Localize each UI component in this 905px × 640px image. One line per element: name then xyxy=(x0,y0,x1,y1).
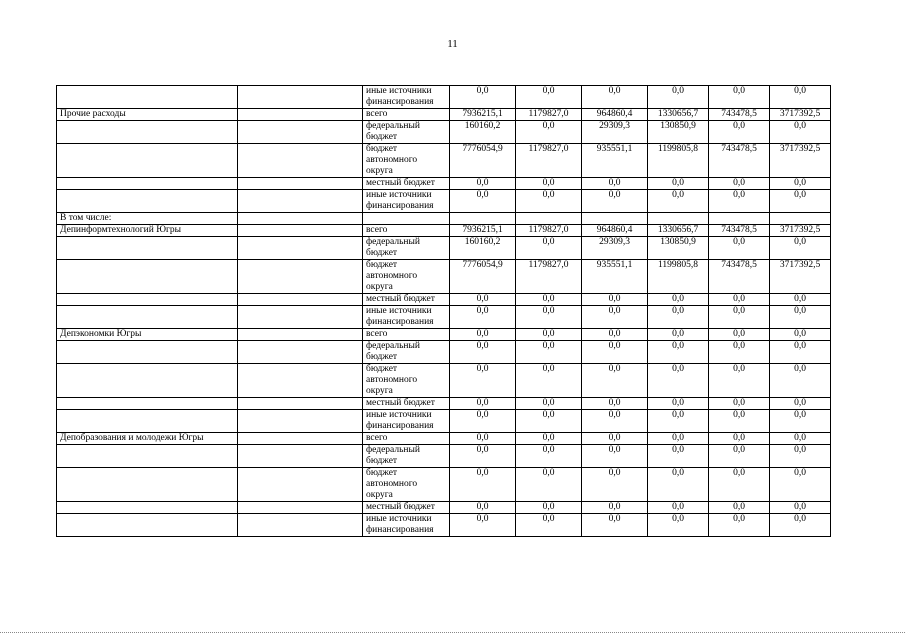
program-cell xyxy=(238,213,363,225)
value-cell: 0,0 xyxy=(648,364,709,398)
table-row xyxy=(57,445,831,468)
org-cell xyxy=(57,410,238,433)
org-cell xyxy=(57,144,238,178)
value-cell: 0,0 xyxy=(582,178,648,190)
value-cell: 0,0 xyxy=(648,190,709,213)
table-row xyxy=(57,306,831,329)
program-cell xyxy=(238,341,363,364)
value-cell: 0,0 xyxy=(450,398,516,410)
value-cell: 0,0 xyxy=(516,364,582,398)
table-row xyxy=(57,121,831,144)
org-cell: В том числе: xyxy=(57,213,238,225)
table-row xyxy=(57,433,831,445)
value-cell: 0,0 xyxy=(516,502,582,514)
funding-source-cell: федеральный бюджет xyxy=(363,121,450,144)
value-cell: 0,0 xyxy=(709,445,770,468)
funding-source-cell: бюджет автономного округа xyxy=(363,260,450,294)
value-cell: 0,0 xyxy=(770,329,831,341)
value-cell: 0,0 xyxy=(450,410,516,433)
program-cell xyxy=(238,433,363,445)
org-cell xyxy=(57,260,238,294)
funding-source-cell: федеральный бюджет xyxy=(363,341,450,364)
table-row xyxy=(57,329,831,341)
budget-table xyxy=(56,85,831,537)
value-cell: 0,0 xyxy=(770,294,831,306)
table-row xyxy=(57,514,831,537)
value-cell: 3717392,5 xyxy=(770,109,831,121)
org-cell xyxy=(57,86,238,109)
funding-source-cell: федеральный бюджет xyxy=(363,237,450,260)
funding-source-cell: всего xyxy=(363,433,450,445)
value-cell: 0,0 xyxy=(770,364,831,398)
table-row xyxy=(57,410,831,433)
value-cell: 7776054,9 xyxy=(450,144,516,178)
program-cell xyxy=(238,121,363,144)
value-cell: 935551,1 xyxy=(582,144,648,178)
value-cell: 0,0 xyxy=(516,410,582,433)
value-cell: 0,0 xyxy=(709,410,770,433)
value-cell: 0,0 xyxy=(709,294,770,306)
value-cell: 0,0 xyxy=(516,468,582,502)
value-cell: 1330656,7 xyxy=(648,109,709,121)
value-cell: 160160,2 xyxy=(450,237,516,260)
value-cell: 0,0 xyxy=(450,178,516,190)
value-cell: 1330656,7 xyxy=(648,225,709,237)
program-cell xyxy=(238,514,363,537)
program-cell xyxy=(238,225,363,237)
funding-source-cell: бюджет автономного округа xyxy=(363,468,450,502)
value-cell: 0,0 xyxy=(709,502,770,514)
table-row xyxy=(57,213,831,225)
org-cell xyxy=(57,364,238,398)
program-cell xyxy=(238,294,363,306)
program-cell xyxy=(238,445,363,468)
org-cell xyxy=(57,514,238,537)
org-cell xyxy=(57,237,238,260)
value-cell: 0,0 xyxy=(648,468,709,502)
value-cell: 0,0 xyxy=(770,445,831,468)
value-cell: 160160,2 xyxy=(450,121,516,144)
value-cell: 0,0 xyxy=(582,514,648,537)
org-cell xyxy=(57,306,238,329)
table-row xyxy=(57,398,831,410)
value-cell: 0,0 xyxy=(648,306,709,329)
program-cell xyxy=(238,260,363,294)
funding-source-cell: всего xyxy=(363,109,450,121)
org-cell xyxy=(57,294,238,306)
value-cell: 0,0 xyxy=(516,190,582,213)
value-cell: 0,0 xyxy=(648,410,709,433)
funding-source-cell: иные источники финансирования xyxy=(363,410,450,433)
value-cell: 0,0 xyxy=(770,341,831,364)
value-cell: 0,0 xyxy=(770,86,831,109)
value-cell: 0,0 xyxy=(450,294,516,306)
value-cell: 1179827,0 xyxy=(516,225,582,237)
value-cell: 0,0 xyxy=(648,178,709,190)
funding-source-cell: иные источники финансирования xyxy=(363,306,450,329)
org-cell xyxy=(57,445,238,468)
org-cell xyxy=(57,502,238,514)
table-row xyxy=(57,178,831,190)
value-cell: 0,0 xyxy=(516,86,582,109)
funding-source-cell: бюджет автономного округа xyxy=(363,364,450,398)
value-cell: 0,0 xyxy=(450,190,516,213)
program-cell xyxy=(238,398,363,410)
value-cell: 0,0 xyxy=(516,514,582,537)
value-cell: 743478,5 xyxy=(709,109,770,121)
value-cell: 935551,1 xyxy=(582,260,648,294)
value-cell: 0,0 xyxy=(450,86,516,109)
value-cell: 0,0 xyxy=(648,294,709,306)
program-cell xyxy=(238,109,363,121)
program-cell xyxy=(238,410,363,433)
value-cell: 0,0 xyxy=(516,398,582,410)
org-cell xyxy=(57,341,238,364)
value-cell: 1179827,0 xyxy=(516,260,582,294)
budget-table-body xyxy=(57,86,831,537)
value-cell: 0,0 xyxy=(770,514,831,537)
funding-source-cell: федеральный бюджет xyxy=(363,445,450,468)
org-cell: Депинформтехнологий Югры xyxy=(57,225,238,237)
value-cell: 0,0 xyxy=(516,341,582,364)
value-cell: 0,0 xyxy=(709,364,770,398)
value-cell: 0,0 xyxy=(709,306,770,329)
org-cell xyxy=(57,398,238,410)
funding-source-cell: местный бюджет xyxy=(363,398,450,410)
value-cell: 1199805,8 xyxy=(648,260,709,294)
table-row xyxy=(57,86,831,109)
value-cell: 7936215,1 xyxy=(450,109,516,121)
value-cell: 0,0 xyxy=(709,190,770,213)
value-cell: 0,0 xyxy=(582,190,648,213)
value-cell: 0,0 xyxy=(582,502,648,514)
value-cell: 0,0 xyxy=(450,445,516,468)
program-cell xyxy=(238,86,363,109)
value-cell: 0,0 xyxy=(516,445,582,468)
value-cell: 0,0 xyxy=(450,364,516,398)
value-cell: 0,0 xyxy=(516,329,582,341)
value-cell: 0,0 xyxy=(582,329,648,341)
value-cell: 0,0 xyxy=(582,86,648,109)
page-number: 11 xyxy=(447,38,458,50)
org-cell xyxy=(57,468,238,502)
value-cell xyxy=(709,213,770,225)
value-cell: 0,0 xyxy=(450,502,516,514)
value-cell: 0,0 xyxy=(770,237,831,260)
value-cell: 0,0 xyxy=(770,502,831,514)
value-cell: 0,0 xyxy=(770,468,831,502)
program-cell xyxy=(238,144,363,178)
value-cell: 0,0 xyxy=(709,178,770,190)
program-cell xyxy=(238,190,363,213)
value-cell: 743478,5 xyxy=(709,260,770,294)
program-cell xyxy=(238,468,363,502)
value-cell: 0,0 xyxy=(648,329,709,341)
table-row xyxy=(57,260,831,294)
table-row xyxy=(57,468,831,502)
value-cell: 0,0 xyxy=(450,306,516,329)
value-cell: 3717392,5 xyxy=(770,225,831,237)
value-cell: 29309,3 xyxy=(582,237,648,260)
value-cell xyxy=(582,213,648,225)
value-cell: 0,0 xyxy=(582,341,648,364)
value-cell: 130850,9 xyxy=(648,121,709,144)
funding-source-cell: иные источники финансирования xyxy=(363,86,450,109)
value-cell: 0,0 xyxy=(582,433,648,445)
value-cell: 0,0 xyxy=(516,306,582,329)
value-cell: 0,0 xyxy=(648,502,709,514)
value-cell: 0,0 xyxy=(770,398,831,410)
funding-source-cell xyxy=(363,213,450,225)
table-row xyxy=(57,109,831,121)
value-cell: 7776054,9 xyxy=(450,260,516,294)
scan-edge-line xyxy=(0,632,905,633)
org-cell: Прочие расходы xyxy=(57,109,238,121)
table-row xyxy=(57,225,831,237)
value-cell: 0,0 xyxy=(648,433,709,445)
value-cell: 3717392,5 xyxy=(770,260,831,294)
value-cell: 743478,5 xyxy=(709,144,770,178)
funding-source-cell: всего xyxy=(363,225,450,237)
value-cell: 0,0 xyxy=(709,514,770,537)
value-cell: 1199805,8 xyxy=(648,144,709,178)
value-cell: 964860,4 xyxy=(582,225,648,237)
value-cell xyxy=(648,213,709,225)
value-cell: 743478,5 xyxy=(709,225,770,237)
funding-source-cell: всего xyxy=(363,329,450,341)
value-cell: 0,0 xyxy=(450,433,516,445)
value-cell: 0,0 xyxy=(582,398,648,410)
program-cell xyxy=(238,502,363,514)
program-cell xyxy=(238,364,363,398)
funding-source-cell: иные источники финансирования xyxy=(363,190,450,213)
value-cell: 130850,9 xyxy=(648,237,709,260)
value-cell: 0,0 xyxy=(450,329,516,341)
value-cell: 0,0 xyxy=(709,329,770,341)
value-cell: 0,0 xyxy=(516,121,582,144)
table-row xyxy=(57,502,831,514)
funding-source-cell: бюджет автономного округа xyxy=(363,144,450,178)
value-cell: 0,0 xyxy=(770,121,831,144)
table-row xyxy=(57,144,831,178)
funding-source-cell: иные источники финансирования xyxy=(363,514,450,537)
program-cell xyxy=(238,237,363,260)
value-cell: 0,0 xyxy=(648,341,709,364)
value-cell: 0,0 xyxy=(648,445,709,468)
value-cell: 0,0 xyxy=(516,433,582,445)
value-cell: 0,0 xyxy=(516,178,582,190)
table-row xyxy=(57,237,831,260)
value-cell: 0,0 xyxy=(709,468,770,502)
value-cell: 0,0 xyxy=(582,306,648,329)
value-cell: 0,0 xyxy=(450,468,516,502)
table-row xyxy=(57,364,831,398)
value-cell: 0,0 xyxy=(450,341,516,364)
value-cell: 1179827,0 xyxy=(516,109,582,121)
org-cell: Депэкономки Югры xyxy=(57,329,238,341)
table-row xyxy=(57,190,831,213)
value-cell: 0,0 xyxy=(450,514,516,537)
value-cell: 3717392,5 xyxy=(770,144,831,178)
value-cell: 0,0 xyxy=(709,341,770,364)
value-cell: 0,0 xyxy=(770,306,831,329)
value-cell: 0,0 xyxy=(770,190,831,213)
value-cell: 0,0 xyxy=(582,364,648,398)
value-cell: 964860,4 xyxy=(582,109,648,121)
value-cell: 0,0 xyxy=(582,410,648,433)
value-cell: 0,0 xyxy=(516,237,582,260)
org-cell xyxy=(57,121,238,144)
table-row xyxy=(57,341,831,364)
org-cell: Депобразования и молодежи Югры xyxy=(57,433,238,445)
value-cell: 0,0 xyxy=(648,398,709,410)
value-cell: 1179827,0 xyxy=(516,144,582,178)
value-cell: 0,0 xyxy=(709,398,770,410)
org-cell xyxy=(57,190,238,213)
funding-source-cell: местный бюджет xyxy=(363,294,450,306)
funding-source-cell: местный бюджет xyxy=(363,502,450,514)
program-cell xyxy=(238,329,363,341)
value-cell: 0,0 xyxy=(582,468,648,502)
value-cell: 0,0 xyxy=(648,86,709,109)
program-cell xyxy=(238,306,363,329)
value-cell: 0,0 xyxy=(709,86,770,109)
program-cell xyxy=(238,178,363,190)
value-cell xyxy=(516,213,582,225)
value-cell: 0,0 xyxy=(709,433,770,445)
value-cell: 0,0 xyxy=(582,294,648,306)
value-cell: 0,0 xyxy=(648,514,709,537)
org-cell xyxy=(57,178,238,190)
funding-source-cell: местный бюджет xyxy=(363,178,450,190)
value-cell: 7936215,1 xyxy=(450,225,516,237)
value-cell: 0,0 xyxy=(770,178,831,190)
value-cell: 0,0 xyxy=(709,237,770,260)
value-cell: 0,0 xyxy=(709,121,770,144)
value-cell: 0,0 xyxy=(770,433,831,445)
value-cell: 0,0 xyxy=(770,410,831,433)
value-cell: 29309,3 xyxy=(582,121,648,144)
value-cell xyxy=(770,213,831,225)
value-cell: 0,0 xyxy=(582,445,648,468)
value-cell xyxy=(450,213,516,225)
value-cell: 0,0 xyxy=(516,294,582,306)
table-row xyxy=(57,294,831,306)
